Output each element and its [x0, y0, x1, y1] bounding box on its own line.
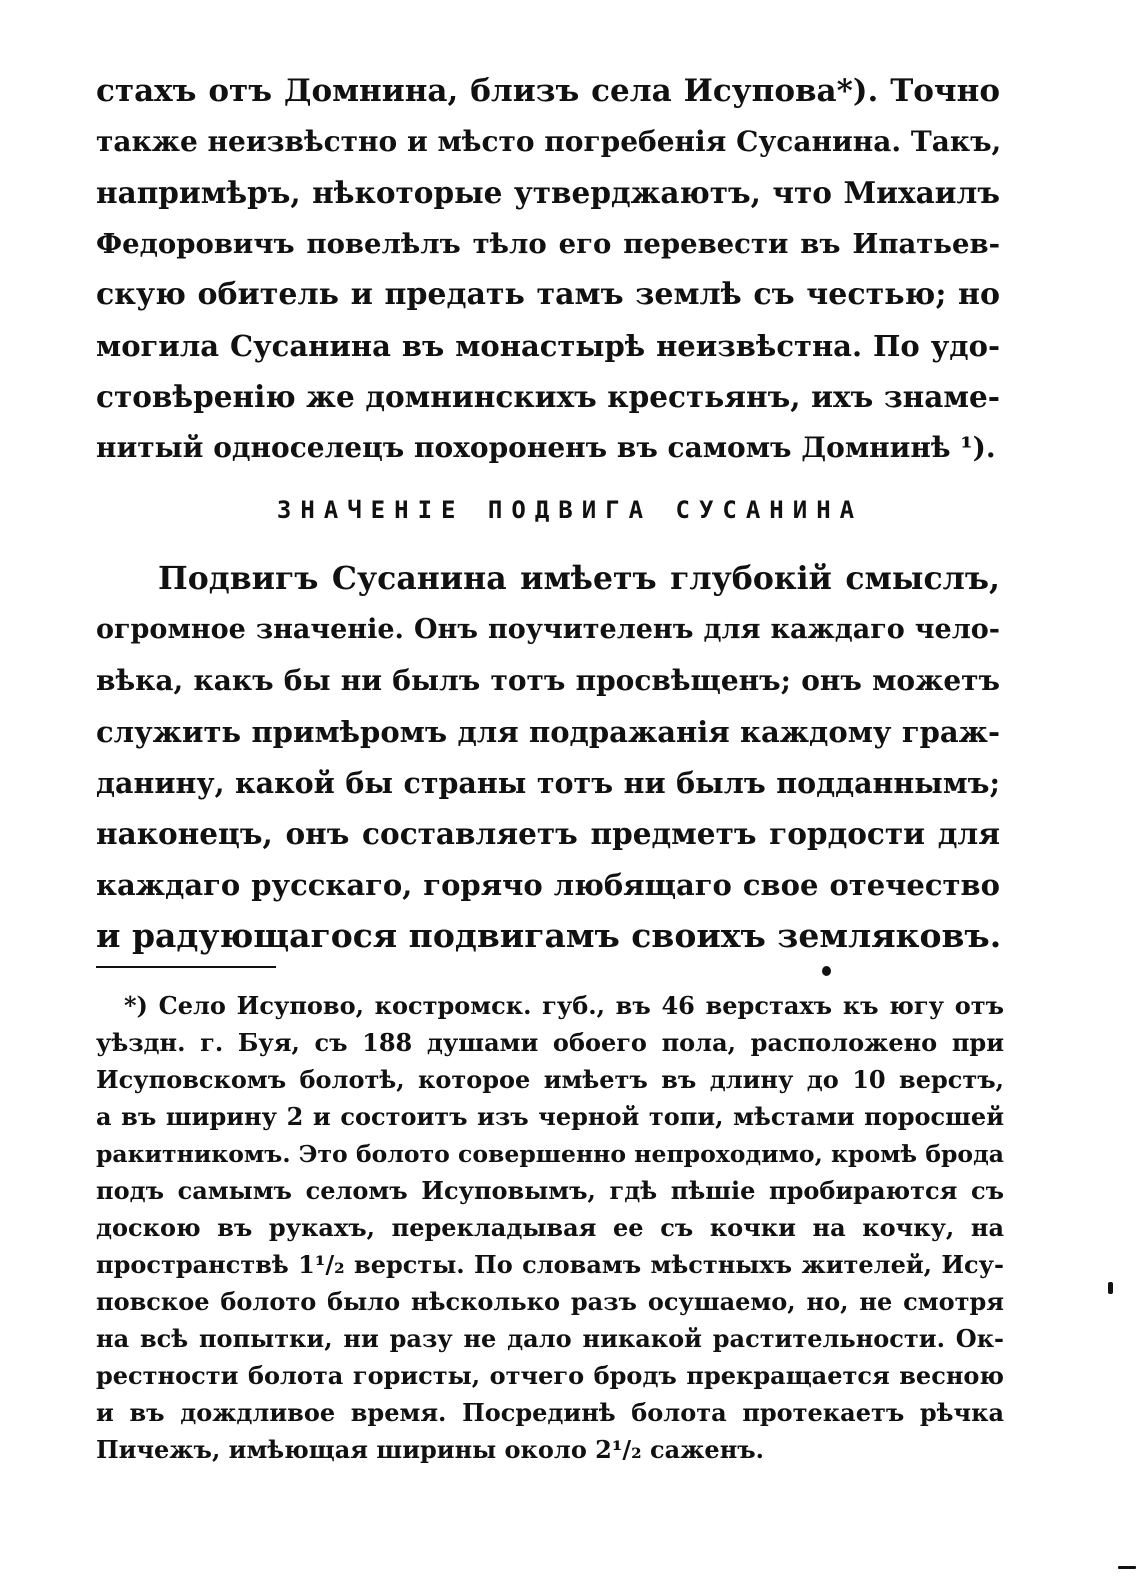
- body-line: наконецъ, онъ составляетъ предметъ гордости для: [96, 816, 1000, 851]
- footnote-line: уѣздн. г. Буя, съ 188 душами обоего пола, расположено при: [96, 1028, 1004, 1057]
- body-line: служить примѣромъ для подражанія каждому граж-: [96, 715, 1000, 749]
- body-line: данину, какой бы страны тотъ ни былъ подданнымъ;: [96, 766, 1000, 800]
- footnote-line: на всѣ попытки, ни разу не дало никакой растительности. Ок-: [96, 1324, 1004, 1353]
- footnote-line: ракитникомъ. Это болото совершенно непроходимо, кромѣ брода: [96, 1140, 1004, 1168]
- footnote-line: повское болото было нѣсколько разъ осушаемо, но, не смотря: [96, 1287, 1004, 1316]
- footnote-rule: [96, 966, 276, 968]
- body-line: стовѣренію же домнинскихъ крестьянъ, ихъ знаме-: [96, 379, 1000, 414]
- scan-speck: [1118, 1566, 1136, 1569]
- footnote-line: *) Село Исупово, костромск. губ., въ 46 верстахъ къ югу отъ: [124, 991, 1004, 1020]
- body-line: также неизвѣстно и мѣсто погребенія Сусанина. Такъ,: [96, 125, 1002, 158]
- body-line: и радующагося подвигамъ своихъ земляковъ.: [96, 916, 1002, 955]
- body-line: огромное значеніе. Онъ поучителенъ для каждаго чело-: [96, 614, 1000, 645]
- scan-speck: [1108, 1282, 1113, 1294]
- footnote-line: пространствѣ 1¹/₂ версты. По словамъ мѣстныхъ жителей, Ису-: [96, 1250, 1004, 1279]
- footnote-line: а въ ширину 2 и состоитъ изъ черной топи, мѣстами поросшей: [96, 1102, 1004, 1131]
- footnote-line: и въ дождливое время. Посрединѣ болота протекаетъ рѣчка: [96, 1398, 1004, 1427]
- body-line: скую обитель и предать тамъ землѣ съ честью; но: [96, 277, 1000, 312]
- footnote-line: подъ самымъ селомъ Исуповымъ, гдѣ пѣшіе пробираются съ: [96, 1176, 1004, 1205]
- body-line: каждаго русскаго, горячо любящаго свое отечество: [96, 868, 1000, 902]
- footnote-line: доскою въ рукахъ, перекладывая ее съ кочки на кочку, на: [96, 1213, 1004, 1242]
- body-line: Федоровичъ повелѣлъ тѣло его перевести въ Ипатьев-: [96, 228, 1000, 260]
- body-line: напримѣръ, нѣкоторые утверджаютъ, что Михаилъ: [96, 175, 1000, 210]
- body-line: нитый односелецъ похороненъ въ самомъ Домнинѣ ¹).: [96, 431, 996, 464]
- scan-speck: [822, 966, 831, 976]
- footnote-line: Исуповскомъ болотѣ, которое имѣетъ въ длину до 10 верстъ,: [96, 1065, 1004, 1094]
- body-line: Подвигъ Сусанина имѣетъ глубокій смыслъ,: [158, 560, 1000, 597]
- section-heading: ЗНАЧЕНІЕ ПОДВИГА СУСАНИНА: [276, 496, 864, 524]
- footnote-line: рестности болота гористы, отчего бродъ прекращается весною: [96, 1361, 1004, 1390]
- footnote-line: Пичежъ, имѣющая ширины около 2¹/₂ саженъ.: [96, 1435, 765, 1464]
- body-line: могила Сусанина въ монастырѣ неизвѣстна. По удо-: [96, 329, 1000, 363]
- body-line: стахъ отъ Домнина, близъ села Исупова*). Точно: [96, 73, 1000, 109]
- body-line: вѣка, какъ бы ни былъ тотъ просвѣщенъ; онъ можетъ: [96, 664, 1000, 697]
